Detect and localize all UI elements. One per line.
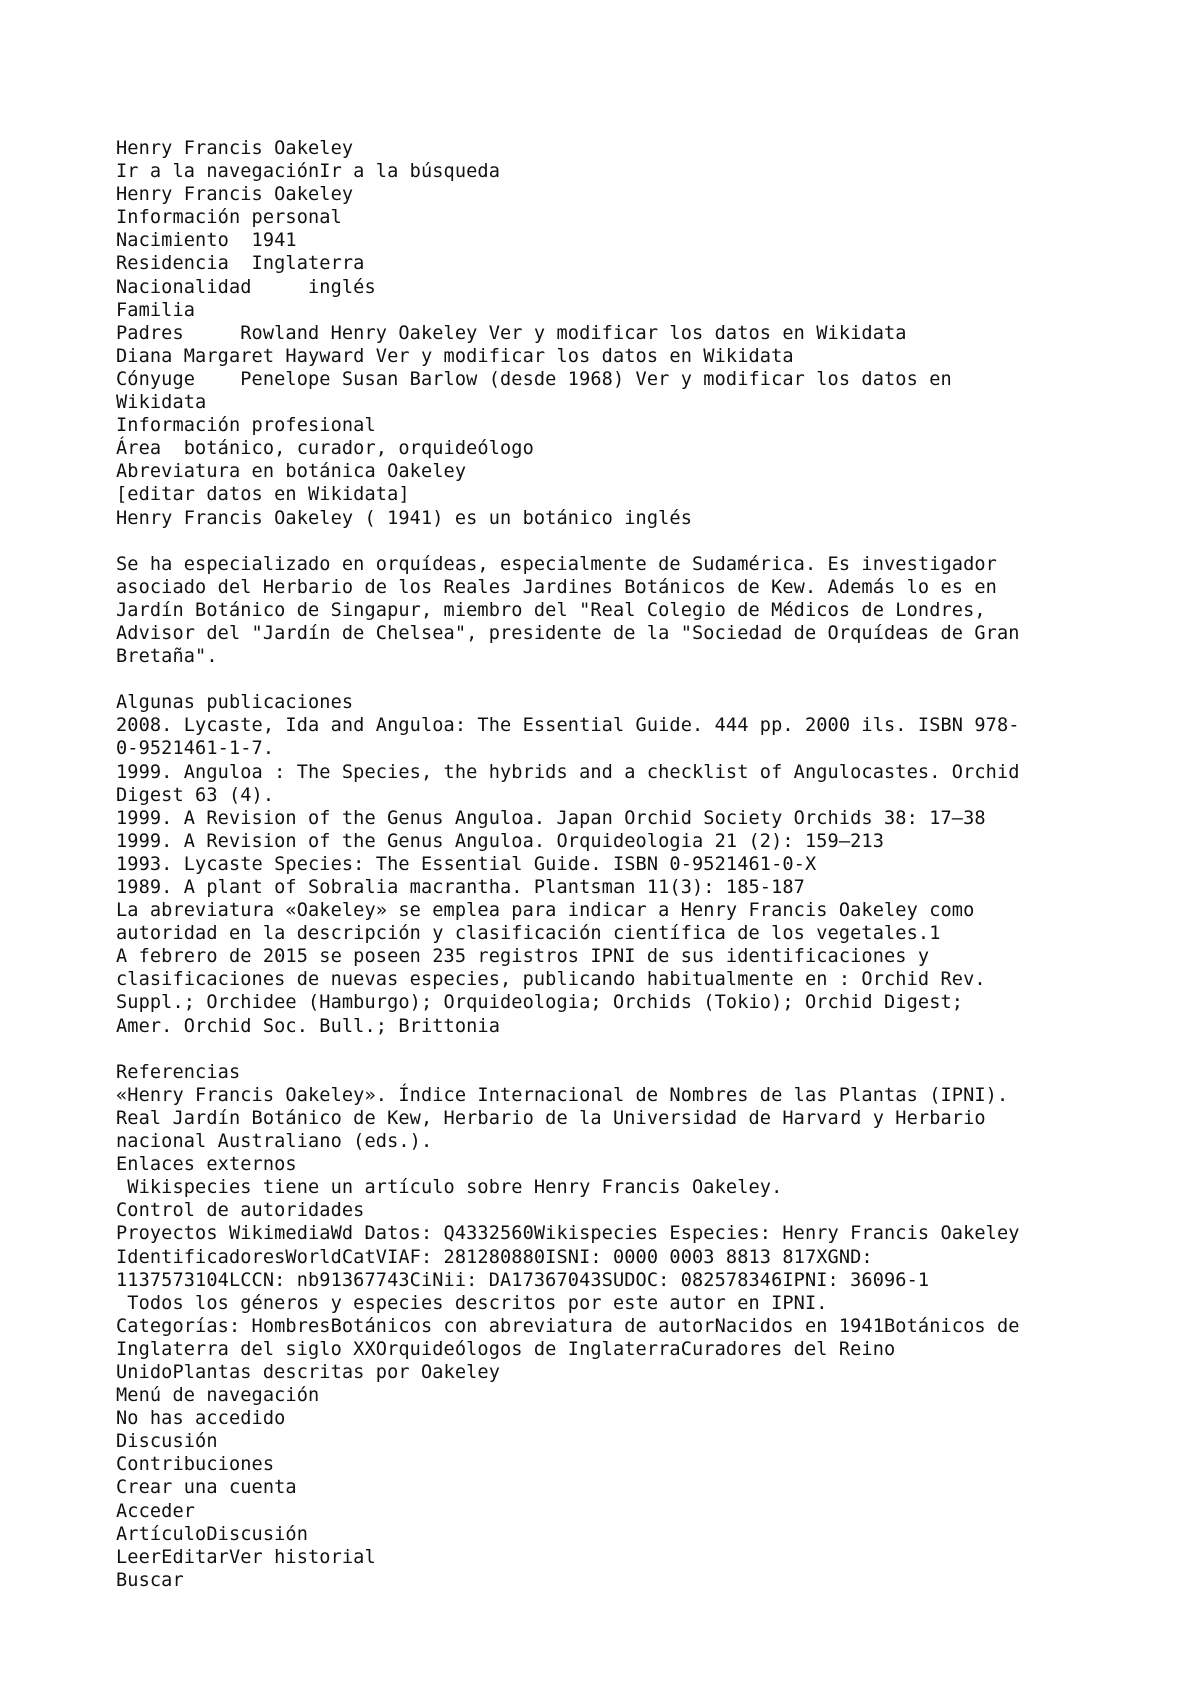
text-line: Amer. Orchid Soc. Bull.; Brittonia: [116, 1015, 501, 1037]
infobox-section-personal: Información personal: [116, 207, 342, 229]
text-line: Advisor del "Jardín de Chelsea", presidente de la "Sociedad de Orquídeas de Gran: [116, 622, 1020, 644]
infobox-area: Área botánico, curador, orquideólogo: [116, 438, 534, 460]
intro-lead: Henry Francis Oakeley ( 1941) es un botánico inglés: [116, 507, 693, 529]
text-line: asociado del Herbario de los Reales Jardines Botánicos de Kew. Además lo es en: [116, 576, 997, 598]
infobox-name: Henry Francis Oakeley: [116, 184, 354, 206]
list-item: Digest 63 (4).: [116, 784, 275, 806]
intro-paragraph: [116, 553, 1176, 668]
infobox-section-professional: Información profesional: [116, 415, 376, 437]
list-item: 1989. A plant of Sobralia macrantha. Plantsman 11(3): 185-187: [116, 877, 805, 898]
authority-line[interactable]: Proyectos WikimediaWd Datos: Q4332560Wikispecies Especies: Henry Francis Oakeley: [116, 1223, 1020, 1245]
edit-wikidata-link[interactable]: [editar datos en Wikidata]: [116, 484, 410, 506]
text-line: Jardín Botánico de Singapur, miembro del "Real Colegio de Médicos de Londres,: [116, 599, 986, 621]
text-line: La abreviatura «Oakeley» se emplea para indicar a Henry Francis Oakeley como: [116, 900, 975, 922]
skip-links[interactable]: Ir a la navegaciónIr a la búsqueda: [116, 161, 501, 183]
categories-line[interactable]: UnidoPlantas descritas por Oakeley: [116, 1361, 501, 1383]
infobox-abbreviation: Abreviatura en botánica Oakeley: [116, 461, 467, 483]
list-item: 1999. A Revision of the Genus Anguloa. Japan Orchid Society Orchids 38: 17–38: [116, 807, 986, 829]
authority-control-heading: Control de autoridades: [116, 1200, 365, 1222]
document-page: [116, 137, 1176, 1592]
spacer: [116, 1038, 1176, 1061]
publications-list: [116, 714, 1176, 1037]
talk-link[interactable]: Discusión: [116, 1431, 218, 1453]
categories-line[interactable]: Inglaterra del siglo XXOrquideólogos de InglaterraCuradores del Reino: [116, 1338, 896, 1360]
categories-line[interactable]: Categorías: HombresBotánicos con abreviatura de autorNacidos en 1941Botánicos de: [116, 1315, 1020, 1337]
infobox-birth: Nacimiento 1941: [116, 230, 297, 252]
wikispecies-link[interactable]: Wikispecies tiene un artículo sobre Henry Francis Oakeley.: [116, 1177, 783, 1199]
create-account-link[interactable]: Crear una cuenta: [116, 1477, 297, 1499]
ipni-all-link[interactable]: Todos los géneros y especies descritos por este autor en IPNI.: [116, 1292, 828, 1314]
text-line: A febrero de 2015 se poseen 235 registros IPNI de sus identificaciones y: [116, 946, 930, 968]
text-line: Se ha especializado en orquídeas, especialmente de Sudamérica. Es investigador: [116, 553, 997, 575]
text-line: Bretaña".: [116, 646, 218, 668]
external-links-heading: Enlaces externos: [116, 1154, 297, 1176]
infobox-nationality: Nacionalidad inglés: [116, 276, 376, 298]
list-item: 1993. Lycaste Species: The Essential Guide. ISBN 0-9521461-0-X: [116, 853, 817, 875]
search-label[interactable]: Buscar: [116, 1569, 184, 1591]
references-list: [116, 1084, 1176, 1153]
infobox-spouse-2: Wikidata: [116, 392, 207, 414]
log-in-link[interactable]: Acceder: [116, 1500, 196, 1522]
authority-line[interactable]: IdentificadoresWorldCatVIAF: 281280880ISNI: 0000 0003 8813 817XGND:: [116, 1246, 873, 1268]
text-line: Suppl.; Orchidee (Hamburgo); Orquideologia; Orchids (Tokio); Orchid Digest;: [116, 992, 964, 1014]
reference-line[interactable]: «Henry Francis Oakeley». Índice Internacional de Nombres de las Plantas (IPNI).: [116, 1084, 1009, 1106]
reference-line: Real Jardín Botánico de Kew, Herbario de la Universidad de Harvard y Herbario: [116, 1107, 986, 1129]
text-line: autoridad en la descripción y clasificación científica de los vegetales.1: [116, 923, 941, 945]
authority-line[interactable]: 1137573104LCCN: nb91367743CiNii: DA17367043SUDOC: 082578346IPNI: 36096-1: [116, 1269, 930, 1291]
not-logged-in-label: No has accedido: [116, 1408, 286, 1430]
spacer: [116, 668, 1176, 691]
list-item: 1999. Anguloa : The Species, the hybrids and a checklist of Angulocastes. Orchid: [116, 761, 1020, 783]
infobox-spouse-1: Cónyuge Penelope Susan Barlow (desde 1968) Ver y modificar los datos en: [116, 368, 952, 390]
publications-heading: Algunas publicaciones: [116, 692, 354, 714]
infobox-residence: Residencia Inglaterra: [116, 253, 365, 275]
infobox-section-family: Familia: [116, 299, 196, 321]
list-item: 0-9521461-1-7.: [116, 738, 275, 760]
text-line: clasificaciones de nuevas especies, publicando habitualmente en : Orchid Rev.: [116, 969, 986, 991]
contributions-link[interactable]: Contribuciones: [116, 1454, 275, 1476]
navigation-menu-heading: Menú de navegación: [116, 1385, 320, 1407]
list-item: 1999. A Revision of the Genus Anguloa. Orquideologia 21 (2): 159–213: [116, 830, 885, 852]
spacer: [116, 530, 1176, 553]
reference-line: nacional Australiano (eds.).: [116, 1131, 433, 1153]
infobox-parents-1: Padres Rowland Henry Oakeley Ver y modificar los datos en Wikidata: [116, 322, 907, 344]
references-heading: Referencias: [116, 1061, 241, 1083]
page-title: Henry Francis Oakeley: [116, 138, 354, 159]
list-item: 2008. Lycaste, Ida and Anguloa: The Essential Guide. 444 pp. 2000 ils. ISBN 978-: [116, 715, 1020, 737]
namespace-tabs[interactable]: ArtículoDiscusión: [116, 1523, 309, 1545]
infobox-parents-2: Diana Margaret Hayward Ver y modificar los datos en Wikidata: [116, 345, 794, 367]
view-tabs[interactable]: LeerEditarVer historial: [116, 1546, 376, 1568]
